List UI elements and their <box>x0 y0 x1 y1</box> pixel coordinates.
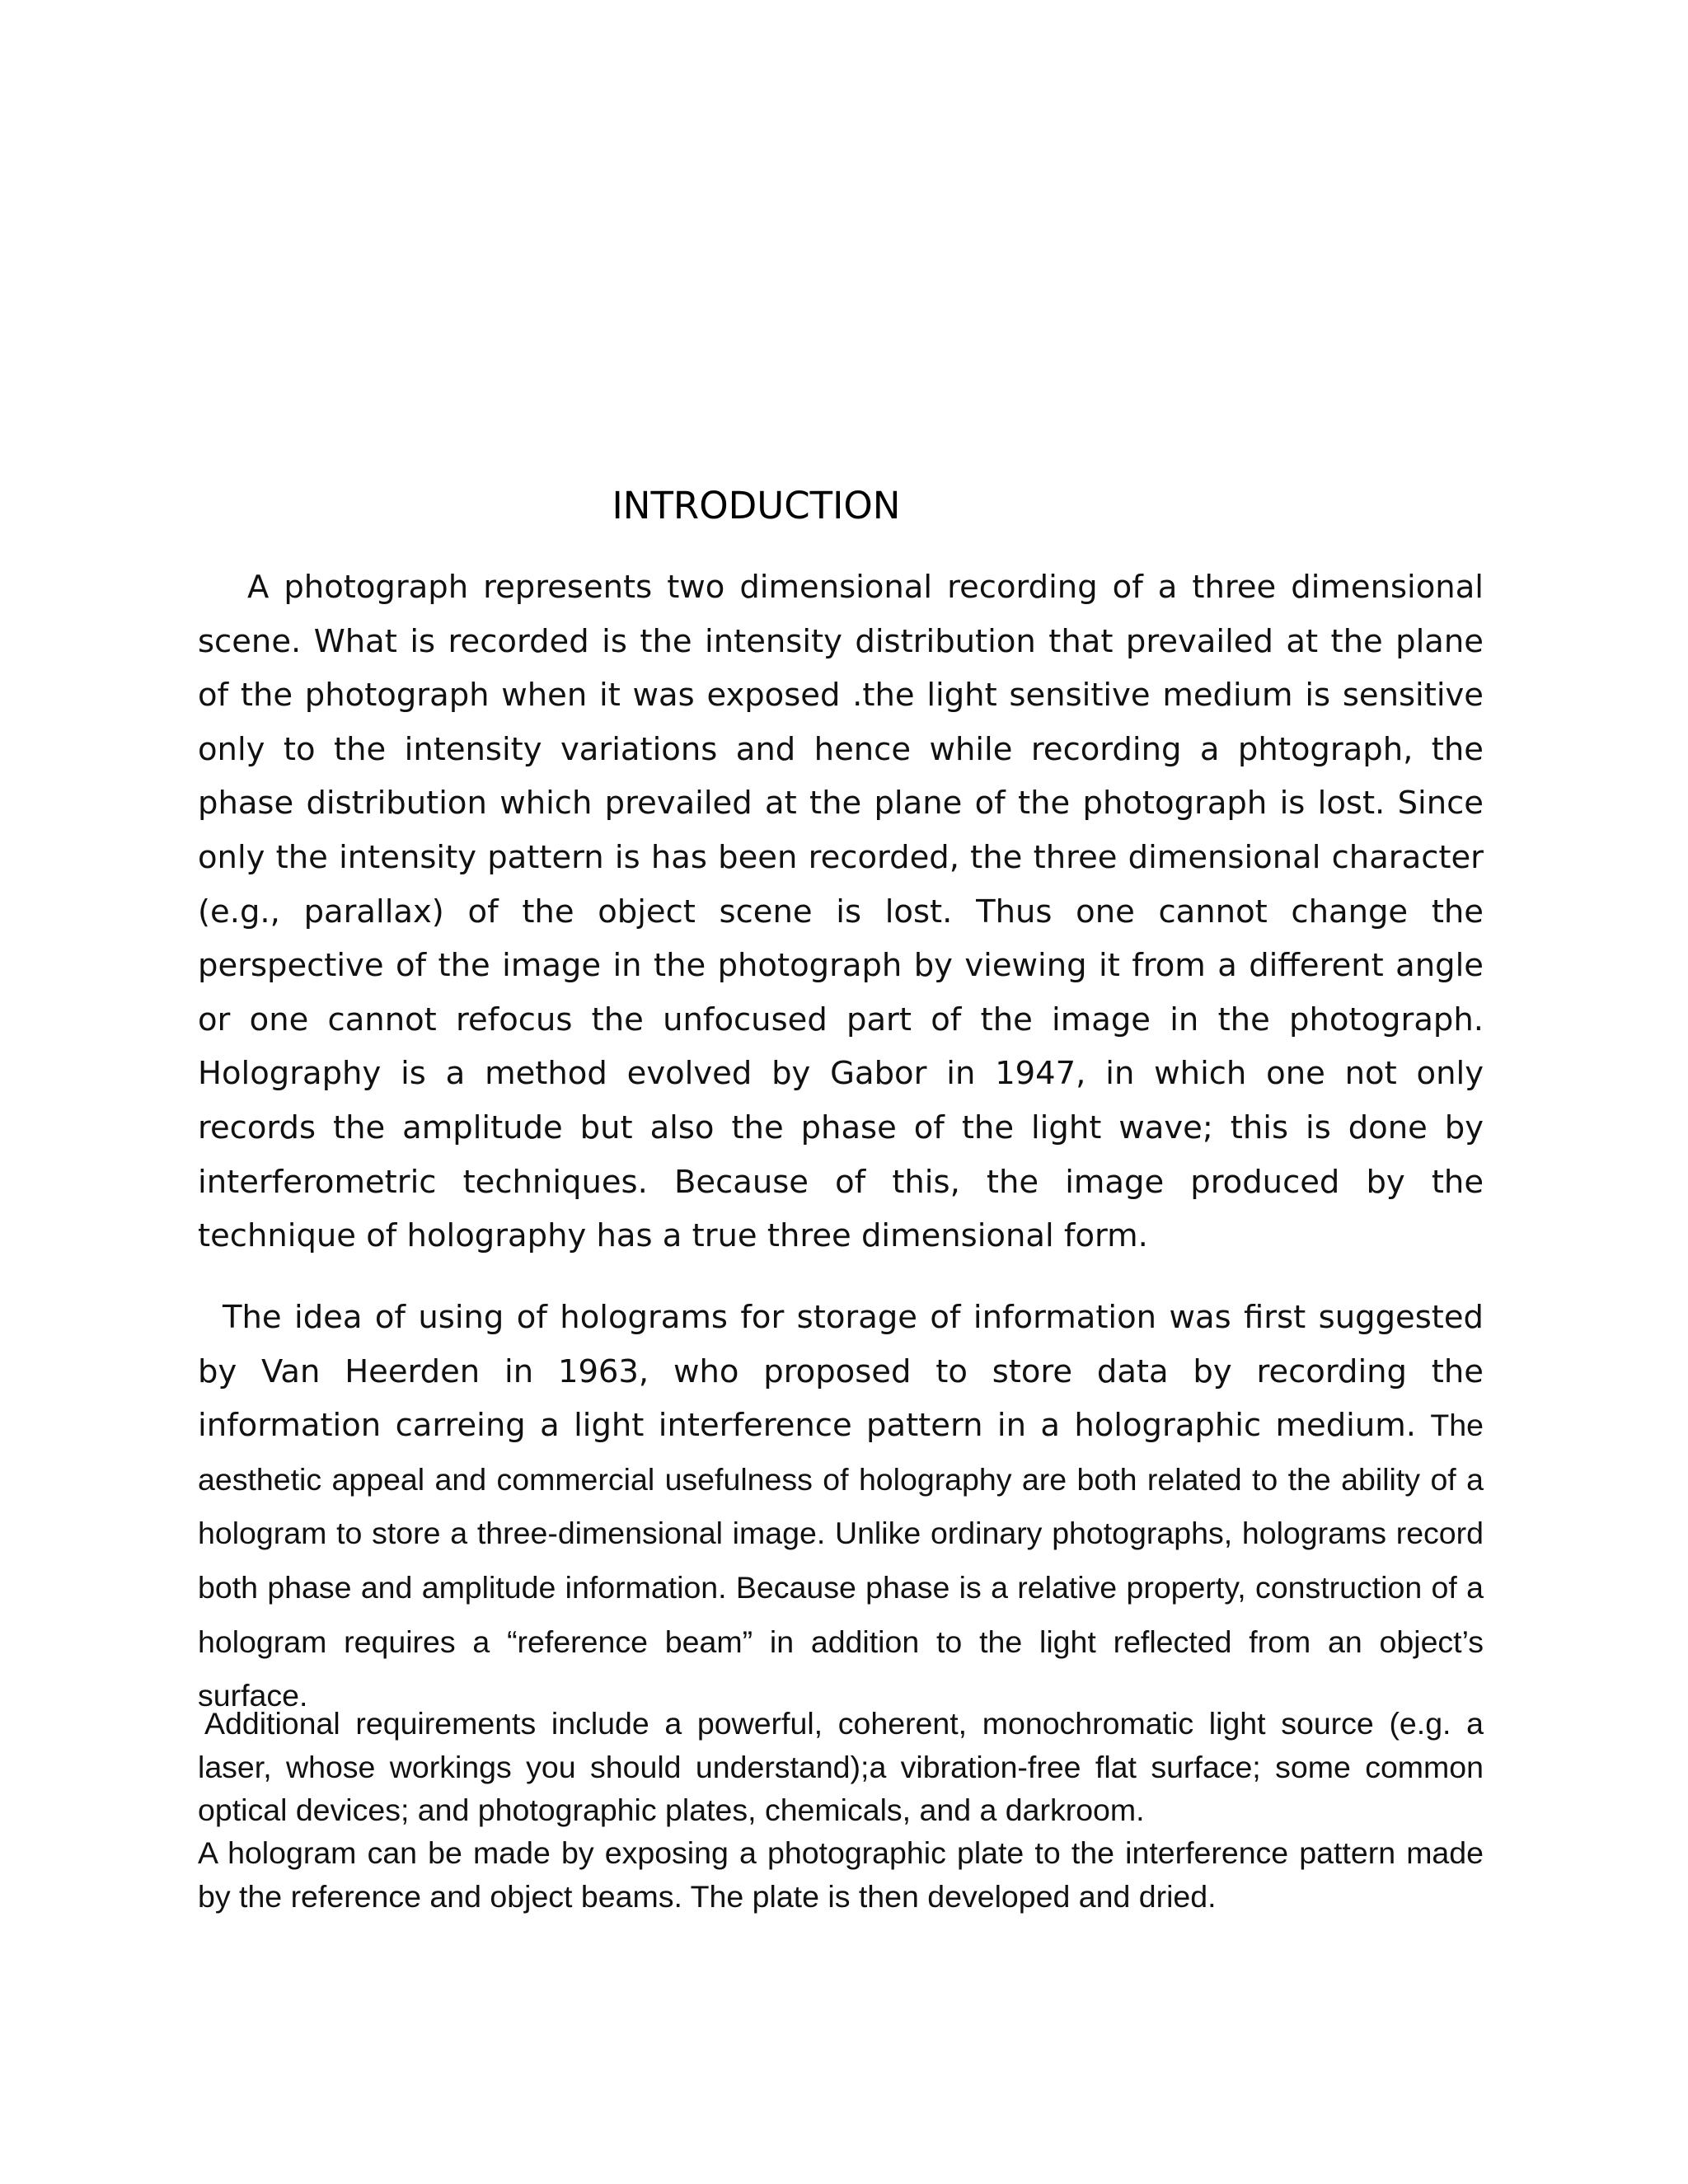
paragraph-intro: A photograph represents two dimensional recording of a three dimensional scene. What is recorded is the intensity distribution that prevailed at the plane of the photograph when it was exposed .the light sensitive medium is sensitive only to the intensity variations and hence while recording a phtograph, the phase distribution which prevailed at the plane of the photograph is lost. Since only the intensity pattern is has been recorded, the three dimensional character (e.g., parallax) of the object scene is lost. Thus one cannot change the perspective of the image in the photograph by viewing it from a different angle or one cannot refocus the unfocused part of the image in the photograph. Holography is a method evolved by Gabor in 1947, in which one not only records the amplitude but also the phase of the light wave; this is done by interferometric techniques. Because of this, the image produced by the technique of holography has a true three dimensional form. <box>198 569 1484 1255</box>
paragraph-holographic-storage <box>198 1291 1484 1723</box>
page-title: INTRODUCTION <box>612 484 901 527</box>
paragraph-hologram-making: A hologram can be made by exposing a photographic plate to the interference pattern made by the reference and object beams. The plate is then developed and dried. <box>198 1835 1484 1914</box>
paragraph-storage-history: The idea of using of holograms for storage of information was first suggested by Van Heerden in 1963, who proposed to store data by recording the information carreing a light interference pattern in a holographic medium. <box>198 1299 1484 1445</box>
paragraph-additional-requirements: Additional requirements include a powerful, coherent, monochromatic light source (e.g. a laser, whose workings you should understand);a vibration-free flat surface; some common optical devices; and photographic plates, chemicals, and a darkroom. <box>198 1706 1484 1827</box>
paragraph-aesthetic-appeal: The aesthetic appeal and commercial usefulness of holography are both related to the ability of a hologram to store a three-dimensional image. Unlike ordinary photographs, holograms record both phase and amplitude information. Because phase is a relative property, construction of a hologram requires a “reference beam” in addition to the light reflected from an object’s surface. <box>198 1408 1484 1713</box>
